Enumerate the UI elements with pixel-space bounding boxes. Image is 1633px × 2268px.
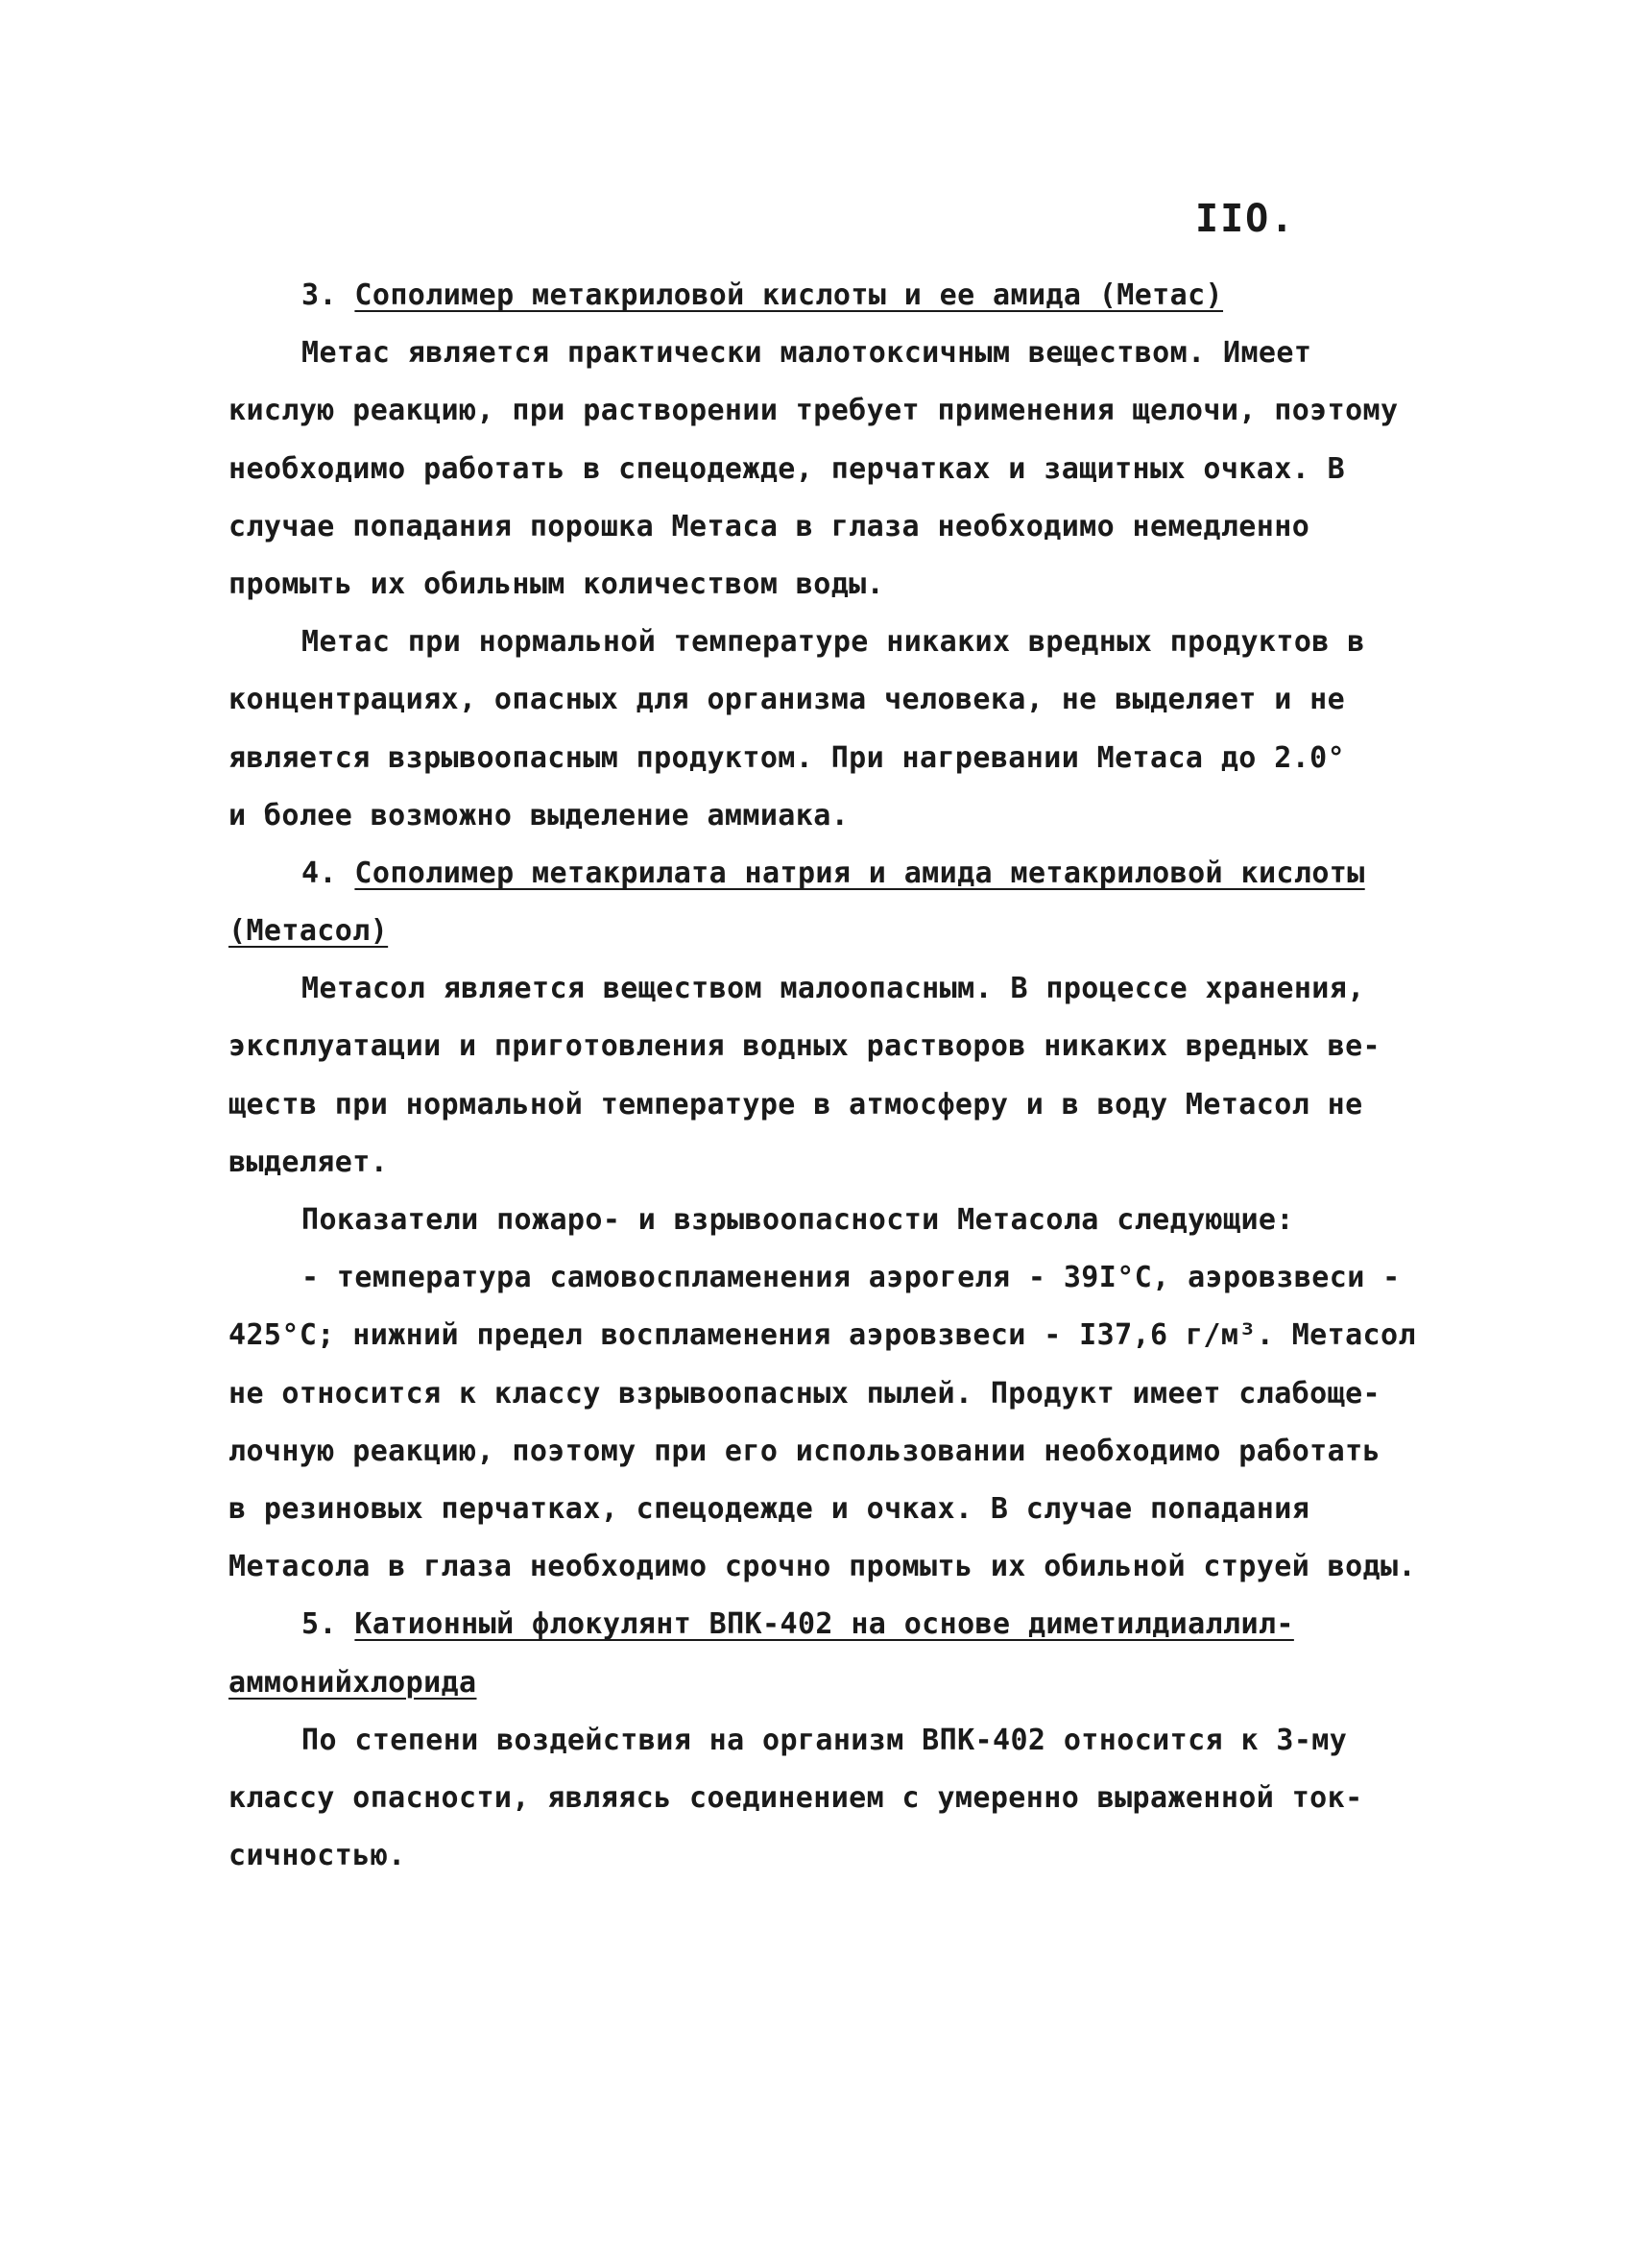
document-body <box>228 267 1419 1885</box>
text-line: 425°С; нижний предел воспламенения аэровзвеси - I37,6 г/м³. Метасол <box>228 1318 1416 1353</box>
text-line: и более возможно выделение аммиака. <box>228 798 850 832</box>
section-3-heading <box>228 267 1419 325</box>
text-line: сичностью. <box>228 1839 406 1873</box>
text-line: - температура самовоспламенения аэрогеля - 39I°С, аэровзвеси - <box>301 1261 1401 1295</box>
text-line: случае попадания порошка Метаса в глаза необходимо немедленно <box>228 509 1310 543</box>
text-line: По степени воздействия на организм ВПК-402 относится к 3-му <box>301 1723 1348 1757</box>
section-4-heading-cont <box>228 903 1419 960</box>
text-line: Метас является практически малотоксичным веществом. Имеет <box>301 336 1312 371</box>
section-5-title-line1: Катионный флокулянт ВПК-402 на основе диметилдиаллил- <box>354 1607 1294 1642</box>
section-3-number: 3. <box>301 278 337 312</box>
section-4-title-line1: Сополимер метакрилата натрия и амида метакриловой кислоты <box>354 856 1365 890</box>
page-number: IIO. <box>1195 197 1296 241</box>
text-line: Метасола в глаза необходимо срочно промыть их обильной струей воды. <box>228 1550 1416 1584</box>
text-line: Показатели пожаро- и взрывоопасности Метасола следующие: <box>301 1203 1294 1237</box>
text-line: Метас при нормальной температуре никаких вредных продуктов в <box>301 625 1365 660</box>
text-line: необходимо работать в спецодежде, перчатках и защитных очках. В <box>228 451 1346 486</box>
section-5-number: 5. <box>301 1607 337 1642</box>
text-line: кислую реакцию, при растворении требует применения щелочи, поэтому <box>228 394 1399 428</box>
text-line: не относится к классу взрывоопасных пылей. Продукт имеет слабоще- <box>228 1376 1381 1411</box>
text-line: концентрациях, опасных для организма человека, не выделяет и не <box>228 683 1346 717</box>
text-line: Метасол является веществом малоопасным. В процессе хранения, <box>301 972 1365 1006</box>
text-line: классу опасности, являясь соединением с умеренно выраженной ток- <box>228 1780 1363 1815</box>
section-4-title-line2: (Метасол) <box>228 914 389 949</box>
section-3-title: Сополимер метакриловой кислоты и ее амида (Метас) <box>354 278 1224 312</box>
text-line: лочную реакцию, поэтому при его использовании необходимо работать <box>228 1434 1381 1468</box>
text-line: является взрывоопасным продуктом. При нагревании Метаса до 2.0° <box>228 740 1346 775</box>
section-5-heading-cont <box>228 1654 1419 1712</box>
section-5-heading <box>228 1596 1419 1653</box>
text-line: в резиновых перчатках, спецодежде и очках. В случае попадания <box>228 1491 1310 1526</box>
text-line: выделяет. <box>228 1145 389 1179</box>
section-4-number: 4. <box>301 856 337 890</box>
text-line: промыть их обильным количеством воды. <box>228 567 885 601</box>
section-5-title-line2: аммонийхлорида <box>228 1665 477 1700</box>
text-line: эксплуатации и приготовления водных растворов никаких вредных ве- <box>228 1029 1381 1064</box>
section-4-heading <box>228 845 1419 903</box>
text-line: ществ при нормальной температуре в атмосферу и в воду Метасол не <box>228 1087 1363 1122</box>
